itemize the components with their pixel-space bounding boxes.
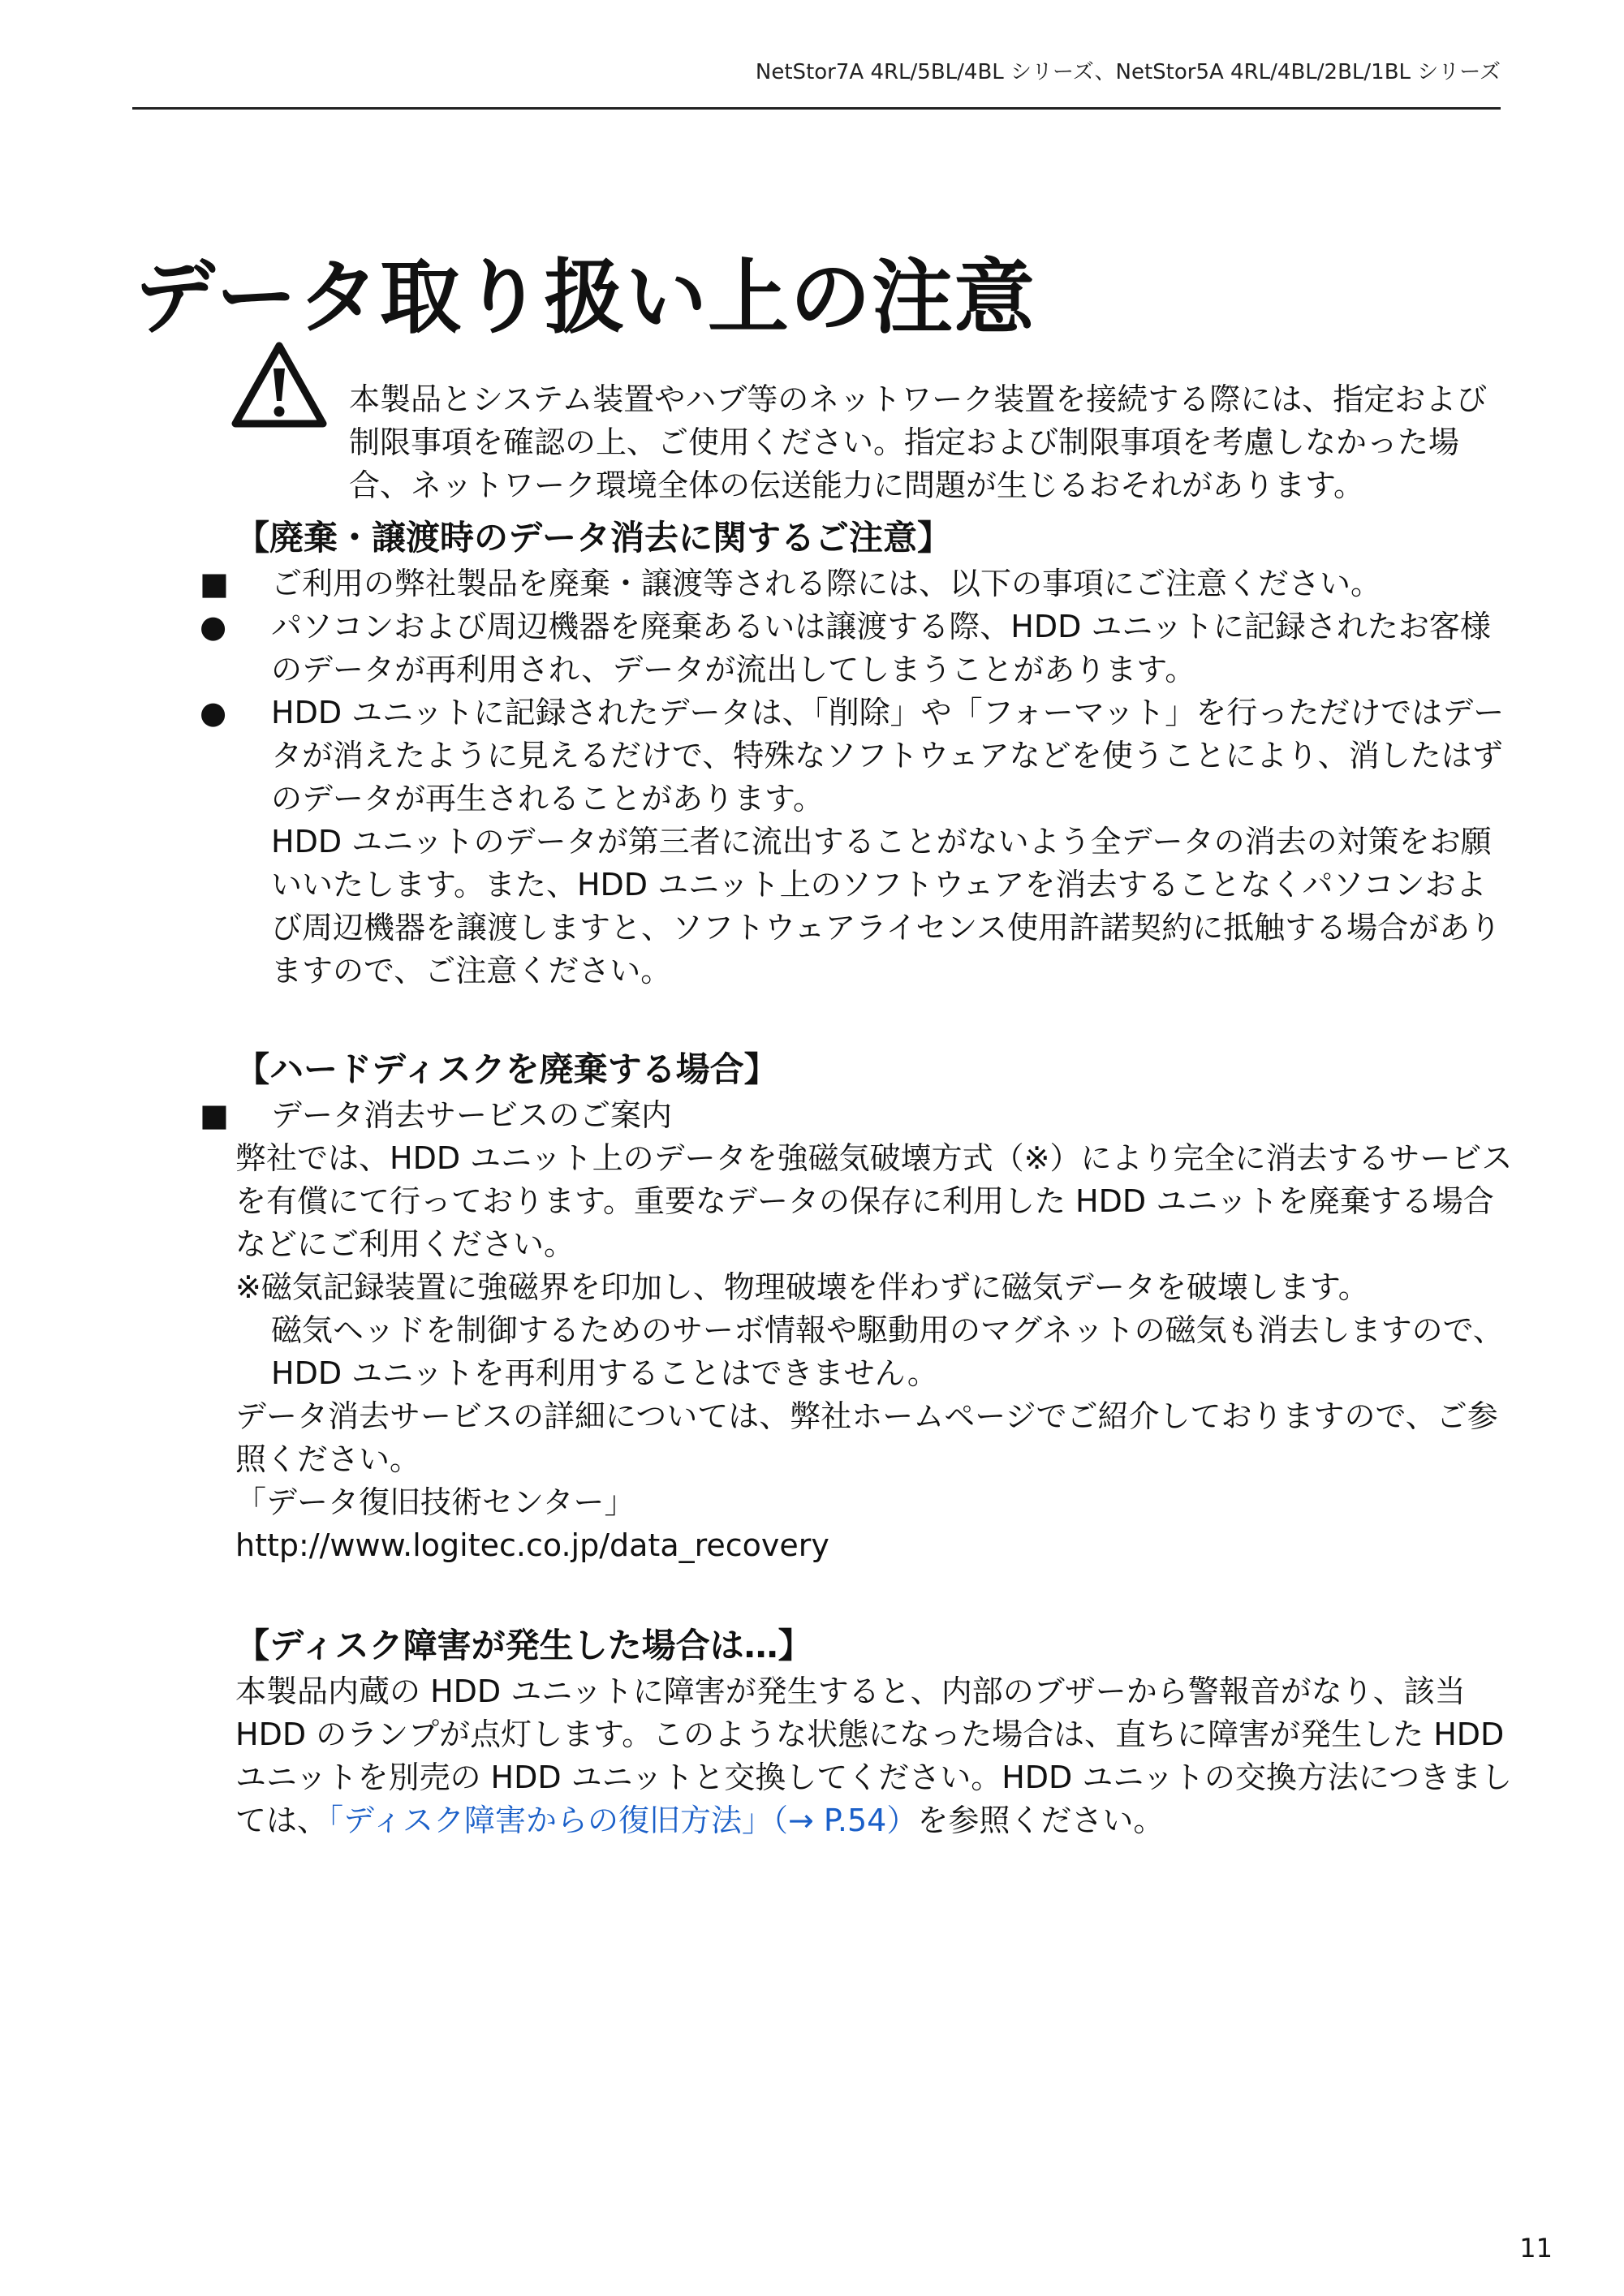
section-disposal [235,514,1514,993]
disk-failure-text: 本製品内蔵の HDD ユニットに障害が発生すると、内部のブザーから警報音がなり、該当 HDD のランプが点灯します。このような状態になった場合は、直ちに障害が発生した HDD ユニットを別売の HDD ユニットと交換してください。HDD ユニットの交換方法につきましては、「ディスク障害からの復旧方法」（→ P.54）を参照ください。 [235,1674,1513,1838]
section-heading-disposal: 【廃棄・譲渡時のデータ消去に関するご注意】 [235,518,952,558]
section-heading-disk-failure: 【ディスク障害が発生した場合は…】 [235,1626,812,1665]
footnote: ※磁気記録装置に強磁界を印加し、物理破壊を伴わずに磁気データを破壊します。 [235,1269,1369,1305]
service-details: データ消去サービスの詳細については、弊社ホームページでご紹介しておりますので、ご参照ください。 [235,1398,1498,1477]
section-hdd-disposal [235,1045,1514,1567]
page-number: 11 [1519,2233,1553,2264]
warning-triangle-icon [231,341,327,429]
list-item-bullet-2: ● HDD ユニットに記録されたデータは、「削除」や「フォーマット」を行っただけではデータが消えたように見えるだけで、特殊なソフトウェアなどを使うことにより、消したはずのデータが再生されることがあります。 [235,691,1514,821]
list-item-bullet-1: ● パソコンおよび周辺機器を廃棄あるいは譲渡する際、HDD ユニットに記録されたお客様のデータが再利用され、データが流出してしまうことがあります。 [235,605,1514,691]
header-rule [132,107,1501,110]
page-title: データ取り扱い上の注意 [134,250,1036,345]
section-heading-hdd-disposal: 【ハードディスクを廃棄する場合】 [235,1049,778,1089]
list-item-bullet-2-cont: HDD ユニットのデータが第三者に流出することがないよう全データの消去の対策をお願いいたします。また、HDD ユニット上のソフトウェアを消去することなくパソコンおよび周辺機器を譲渡しますと、ソフトウェアライセンス使用許諾契約に抵触する場合がありますので、ご注意ください。 [271,824,1501,989]
service-name: 「データ復旧技術センター」 [235,1484,635,1520]
warning-text: 本製品とシステム装置やハブ等のネットワーク装置を接続する際には、指定および制限事項を確認の上、ご使用ください。指定および制限事項を考慮しなかった場合、ネットワーク環境全体の伝送能力に問題が生じるおそれがあります。 [349,381,1488,503]
recovery-method-link[interactable]: 「ディスク障害からの復旧方法」（→ P.54） [328,1803,918,1838]
header-series: NetStor7A 4RL/5BL/4BL シリーズ、NetStor5A 4RL/4BL/2BL/1BL シリーズ [755,60,1501,84]
service-url[interactable]: http://www.logitec.co.jp/data_recovery [235,1527,829,1563]
section-disk-failure [235,1622,1514,1842]
list-item-intro: ■ ご利用の弊社製品を廃棄・譲渡等される際には、以下の事項にご注意ください。 [235,562,1514,605]
list-item-service: ■ データ消去サービスのご案内 [235,1094,1514,1137]
footnote-cont: 磁気ヘッドを制御するためのサーボ情報や駆動用のマグネットの磁気も消去しますので、HDD ユニットを再利用することはできません。 [271,1312,1504,1391]
service-description: 弊社では、HDD ユニット上のデータを強磁気破壊方式（※）により完全に消去するサービスを有償にて行っております。重要なデータの保存に利用した HDD ユニットを廃棄する場合などにご利用ください。 [235,1140,1513,1262]
